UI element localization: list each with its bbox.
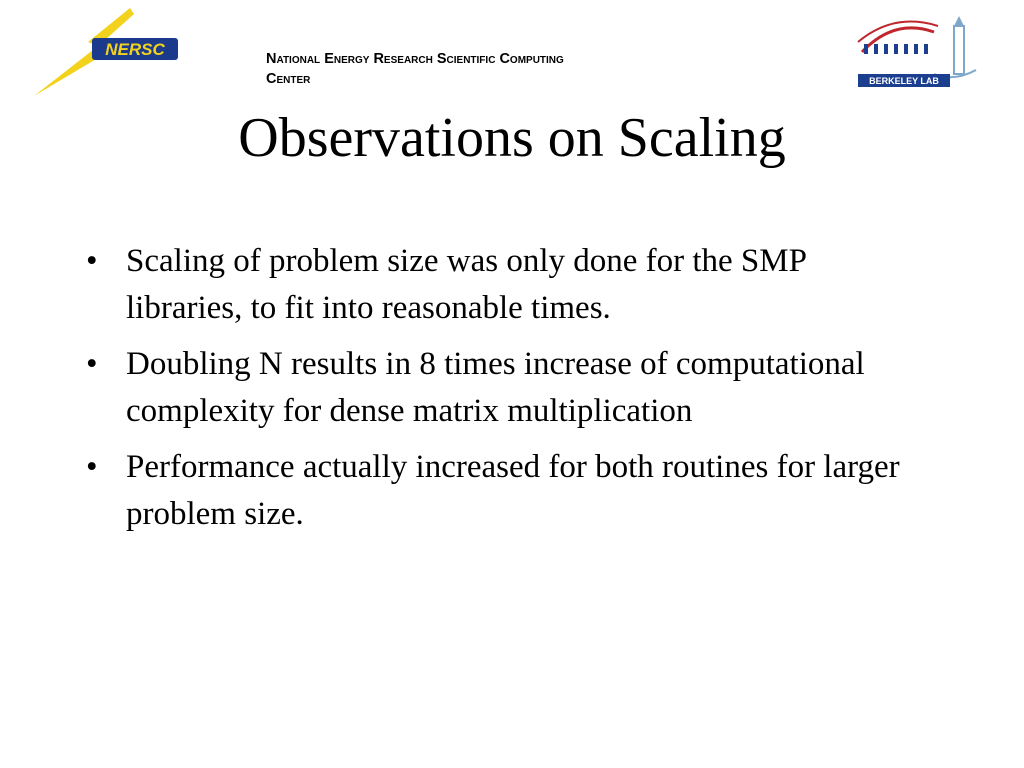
bullet-text: Doubling N results in 8 times increase of computational complexity for dense matrix multiplication xyxy=(126,346,865,429)
nersc-wordmark: NERSC xyxy=(105,40,165,59)
building-columns-icon xyxy=(864,44,928,54)
nersc-logo xyxy=(30,6,182,98)
berkeley-lab-label: BERKELEY LAB xyxy=(869,76,939,86)
bullet-text: Scaling of problem size was only done for the SMP libraries, to fit into reasonable times. xyxy=(126,243,806,326)
slide-title: Observations on Scaling xyxy=(238,107,786,169)
berkeley-lab-logo xyxy=(854,12,978,90)
bullet-item xyxy=(86,341,926,435)
bullet-marker: • xyxy=(86,449,98,485)
bullet-item xyxy=(86,238,926,332)
organization-name-line2: Center xyxy=(266,71,311,87)
bullet-text: Performance actually increased for both routines for larger problem size. xyxy=(126,449,900,532)
campanile-tower-icon xyxy=(934,16,976,77)
bullet-item xyxy=(86,444,926,538)
organization-name-line1: National Energy Research Scientific Computing xyxy=(266,51,564,67)
bullet-list xyxy=(86,238,926,547)
bullet-marker: • xyxy=(86,346,98,382)
organization-name xyxy=(266,49,564,89)
bullet-marker: • xyxy=(86,243,98,279)
